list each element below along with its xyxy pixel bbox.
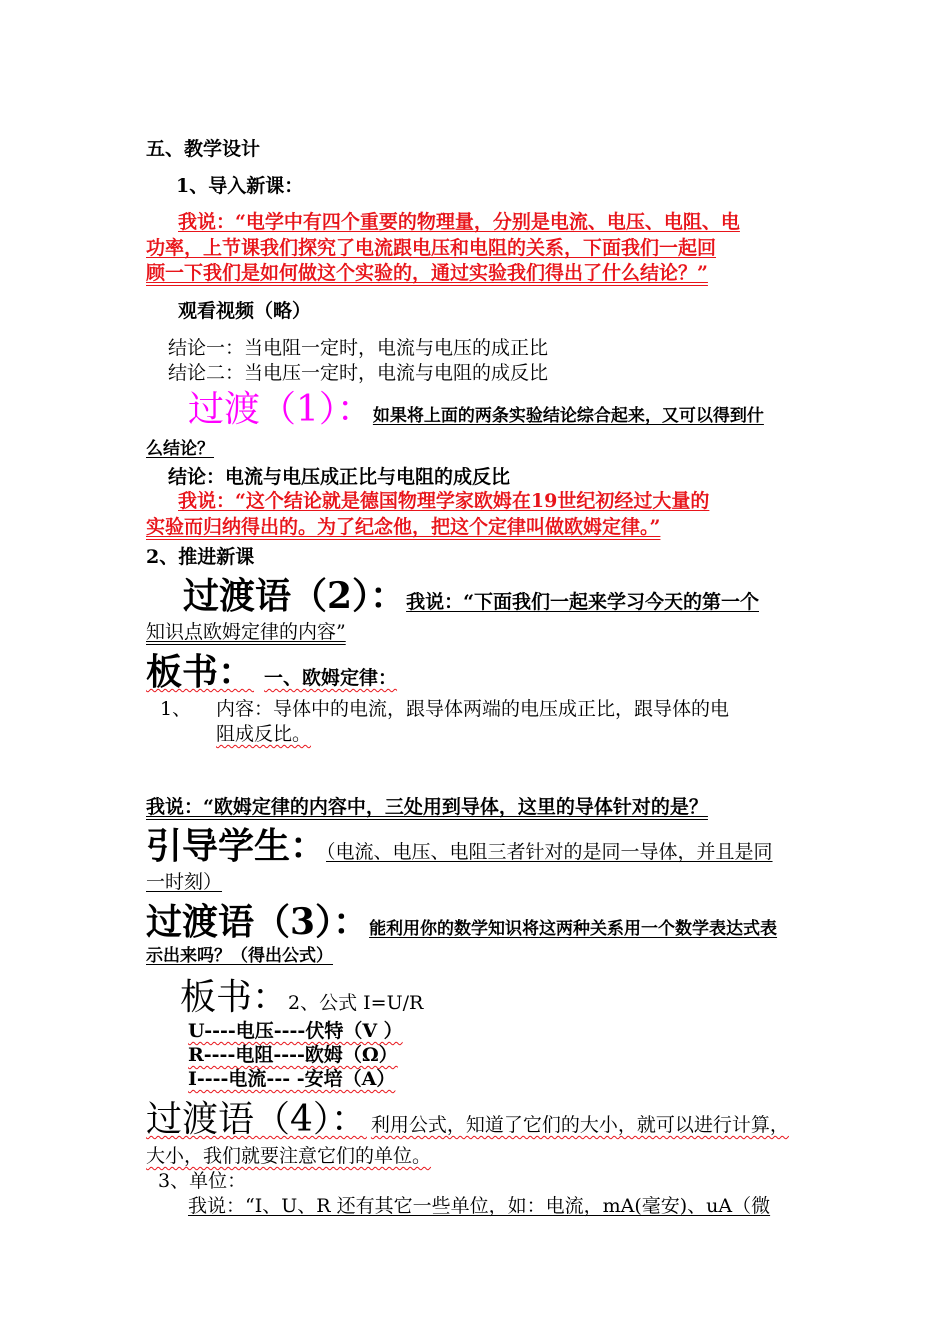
video-note: 观看视频（略） <box>178 300 312 322</box>
transition-4-row <box>146 1099 789 1140</box>
unit-resistance: R----电阻----欧姆（Ω） <box>188 1044 398 1066</box>
transition-2-text: 我说：“下面我们一起来学习今天的第一个 <box>406 591 759 613</box>
ohm-intro-line-1: 我说：“这个结论就是德国物理学家欧姆在19世纪初经过大量的 <box>178 490 710 512</box>
board-2-row <box>180 977 424 1018</box>
transition-4-text-line-2: 大小，我们就要注意它们的单位。 <box>146 1145 432 1167</box>
transition-3-row <box>146 901 778 943</box>
transition-1-label: 过渡（1）： <box>188 389 373 430</box>
transition-2-label: 过渡语（2）： <box>183 575 407 617</box>
transition-1-text-line-2: 么结论？ <box>146 439 214 459</box>
transition-3-label: 过渡语（3）： <box>146 901 370 943</box>
board-2-formula: 2、公式 I=U/R <box>288 992 424 1014</box>
transition-2-row <box>183 575 759 617</box>
teacher-speech-line-1: 我说：“电学中有四个重要的物理量，分别是电流、电压、电阻、电 <box>178 211 740 233</box>
transition-1-text: 如果将上面的两条实验结论综合起来，又可以得到什 <box>372 406 764 426</box>
board-2-label: 板书： <box>180 977 289 1018</box>
section-title: 五、教学设计 <box>146 138 261 160</box>
guide-text-line-2: 一时刻） <box>146 871 223 893</box>
transition-1-row <box>188 389 764 430</box>
new-lesson-heading: 2、推进新课 <box>146 546 255 568</box>
intro-heading: 1、导入新课： <box>176 175 304 197</box>
guide-label: 引导学生： <box>146 825 327 867</box>
board-1-label: 板书： <box>146 651 255 693</box>
content-item-line-1: 内容：导体中的电流，跟导体两端的电压成正比，跟导体的电 <box>216 698 730 720</box>
ohm-intro-line-2: 实验而归纳得出的。为了纪念他，把这个定律叫做欧姆定律。” <box>146 516 661 538</box>
unit-current: I----电流--- -安培（A） <box>188 1068 396 1090</box>
transition-3-text-line-2: 示出来吗？（得出公式） <box>146 946 333 966</box>
transition-4-text: 利用公式，知道了它们的大小，就可以进行计算， <box>370 1114 789 1136</box>
transition-2-text-line-2: 知识点欧姆定律的内容” <box>146 621 346 643</box>
combined-conclusion: 结论：电流与电压成正比与电阻的成反比 <box>168 466 511 488</box>
teacher-speech-line-3: 顾一下我们是如何做这个实验的，通过实验我们得出了什么结论？” <box>146 262 708 284</box>
content-item-line-2: 阻成反比。 <box>216 723 312 745</box>
units-line-1: 我说：“I、U、R 还有其它一些单位，如：电流，mA(毫安)、uA（微 <box>188 1195 771 1217</box>
unit-voltage: U----电压----伏特（V ） <box>188 1020 403 1042</box>
teacher-speech-line-2: 功率，上节课我们探究了电流跟电压和电阻的关系，下面我们一起回 <box>146 237 717 259</box>
board-1-title: 一、欧姆定律： <box>264 667 398 689</box>
question-line: 我说：“欧姆定律的内容中，三处用到导体，这里的导体针对的是？ <box>146 796 708 818</box>
transition-4-label: 过渡语（4）： <box>146 1099 367 1140</box>
conclusion-1: 结论一：当电阻一定时，电流与电压的成正比 <box>168 337 549 359</box>
content-item-number: 1、 <box>160 698 192 720</box>
guide-text: （电流、电压、电阻三者针对的是同一导体，并且是同 <box>326 841 773 863</box>
transition-3-text: 能利用你的数学知识将这两种关系用一个数学表达式表 <box>369 919 778 939</box>
guide-row <box>146 825 773 867</box>
board-1-row <box>146 651 398 693</box>
units-heading: 3、单位： <box>158 1170 247 1192</box>
conclusion-2: 结论二：当电压一定时，电流与电阻的成反比 <box>168 362 549 384</box>
